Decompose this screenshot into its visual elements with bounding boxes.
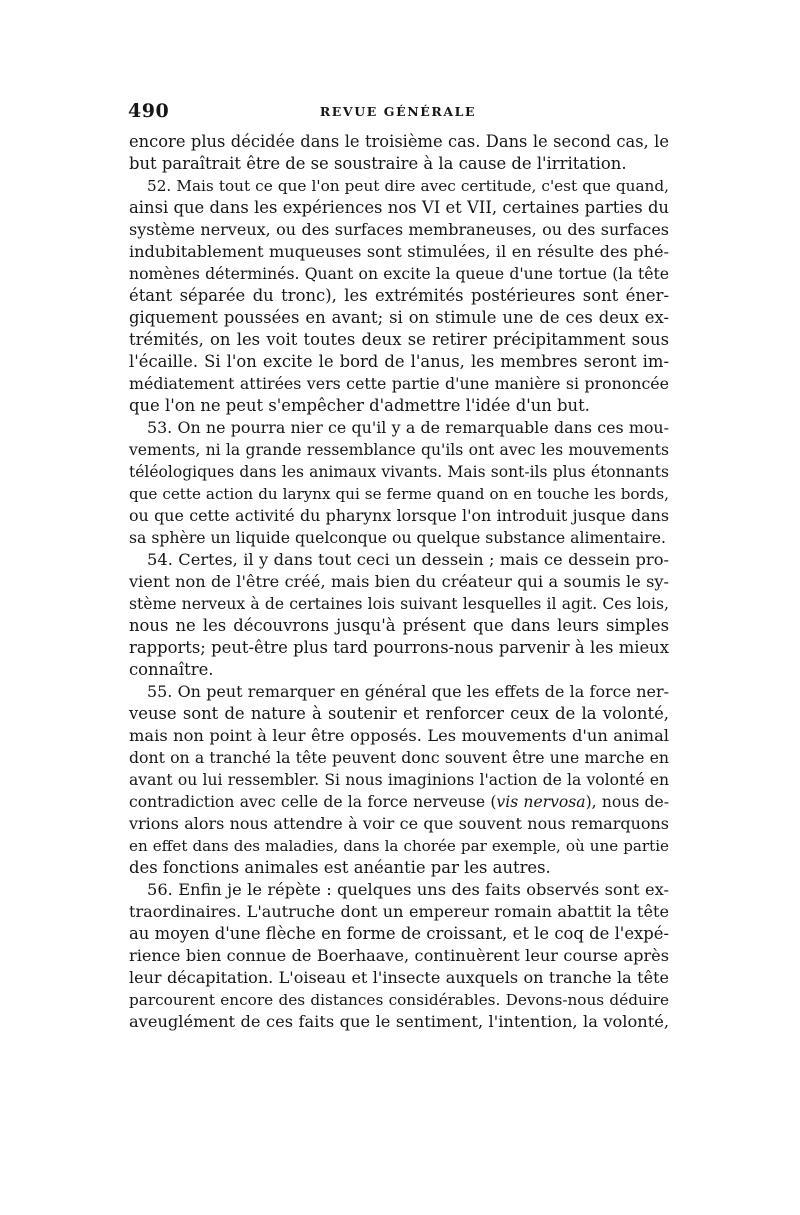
text-line: but paraîtrait être de se soustraire à la cause de l'irritation. bbox=[129, 154, 627, 173]
text-line: 56. Enfin je le répète : quelques uns des faits observés sont ex- bbox=[147, 880, 669, 899]
text-line: 52. Mais tout ce que l'on peut dire avec certitude, c'est que quand, bbox=[147, 177, 669, 195]
text-line: ainsi que dans les expériences nos VI et VII, certaines parties du bbox=[129, 198, 669, 217]
text-line: leur décapitation. L'oiseau et l'insecte auxquels on tranche la tête bbox=[129, 968, 669, 987]
text-line: au moyen d'une flèche en forme de croissant, et le coq de l'expé- bbox=[129, 924, 669, 943]
text-line: indubitablement muqueuses sont stimulées, il en résulte des phé- bbox=[129, 242, 669, 261]
page-number: 490 bbox=[128, 100, 170, 122]
text-line: téléologiques dans les animaux vivants. Mais sont-ils plus étonnants bbox=[129, 463, 669, 481]
text-line: encore plus décidée dans le troisième cas. Dans le second cas, le bbox=[129, 132, 669, 151]
text-segment: contradiction avec celle de la force nerveuse ( bbox=[129, 793, 497, 811]
running-head: REVUE GÉNÉRALE bbox=[319, 104, 477, 119]
page-header bbox=[128, 100, 668, 124]
text-line: 55. On peut remarquer en général que les effets de la force ner- bbox=[147, 682, 669, 701]
text-line: en effet dans des maladies, dans la chorée par exemple, où une partie bbox=[129, 837, 669, 855]
text-line bbox=[129, 791, 669, 813]
text-line: médiatement attirées vers cette partie d'une manière si prononcée bbox=[129, 374, 669, 393]
text-segment: ), nous de- bbox=[585, 793, 670, 811]
text-line: nous ne les découvrons jusqu'à présent que dans leurs simples bbox=[129, 616, 669, 635]
text-line: mais non point à leur être opposés. Les mouvements d'un animal bbox=[129, 726, 669, 745]
text-line: 53. On ne pourra nier ce qu'il y a de remarquable dans ces mou- bbox=[147, 418, 669, 437]
text-line: dont on a tranché la tête peuvent donc souvent être une marche en bbox=[129, 748, 669, 767]
text-line: connaître. bbox=[129, 660, 214, 679]
body-text bbox=[129, 131, 669, 1033]
text-line: que l'on ne peut s'empêcher d'admettre l'idée d'un but. bbox=[129, 396, 590, 415]
text-line: sa sphère un liquide quelconque ou quelque substance alimentaire. bbox=[129, 528, 667, 547]
text-line: vient non de l'être créé, mais bien du créateur qui a soumis le sy- bbox=[129, 572, 669, 591]
latin-term: vis nervosa bbox=[496, 793, 586, 811]
text-line: rapports; peut-être plus tard pourrons-nous parvenir à les mieux bbox=[129, 638, 669, 657]
text-line: trémités, on les voit toutes deux se retirer précipitamment sous bbox=[129, 330, 669, 349]
text-line: 54. Certes, il y dans tout ceci un dessein ; mais ce dessein pro- bbox=[147, 550, 669, 569]
text-line: système nerveux, ou des surfaces membraneuses, ou des surfaces bbox=[129, 220, 669, 239]
text-line: nomènes déterminés. Quant on excite la queue d'une tortue (la tête bbox=[129, 264, 669, 283]
text-line: des fonctions animales est anéantie par les autres. bbox=[129, 858, 551, 877]
text-line: vrions alors nous attendre à voir ce que souvent nous remarquons bbox=[129, 814, 669, 833]
text-line: stème nerveux à de certaines lois suivant lesquelles il agit. Ces lois, bbox=[129, 595, 669, 613]
text-segment: avant ou lui ressembler. Si nous imaginions l'action de la volonté en bbox=[129, 771, 669, 789]
text-line: parcourent encore des distances considérables. Devons-nous déduire bbox=[129, 991, 669, 1009]
text-line: étant séparée du tronc), les extrémités postérieures sont éner- bbox=[129, 286, 669, 305]
text-line bbox=[129, 769, 669, 791]
text-line: vements, ni la grande ressemblance qu'ils ont avec les mouvements bbox=[129, 441, 669, 459]
text-line: veuse sont de nature à soutenir et renforcer ceux de la volonté, bbox=[129, 704, 669, 723]
text-line: l'écaille. Si l'on excite le bord de l'anus, les membres seront im- bbox=[129, 352, 669, 371]
text-line: rience bien connue de Boerhaave, continuèrent leur course après bbox=[129, 946, 669, 965]
text-line: giquement poussées en avant; si on stimule une de ces deux ex- bbox=[129, 308, 669, 327]
text-line: ou que cette activité du pharynx lorsque l'on introduit jusque dans bbox=[129, 506, 669, 525]
text-line: que cette action du larynx qui se ferme quand on en touche les bords, bbox=[129, 485, 669, 503]
text-line: traordinaires. L'autruche dont un empereur romain abattit la tête bbox=[129, 902, 669, 921]
text-line: aveuglément de ces faits que le sentiment, l'intention, la volonté, bbox=[129, 1012, 669, 1031]
